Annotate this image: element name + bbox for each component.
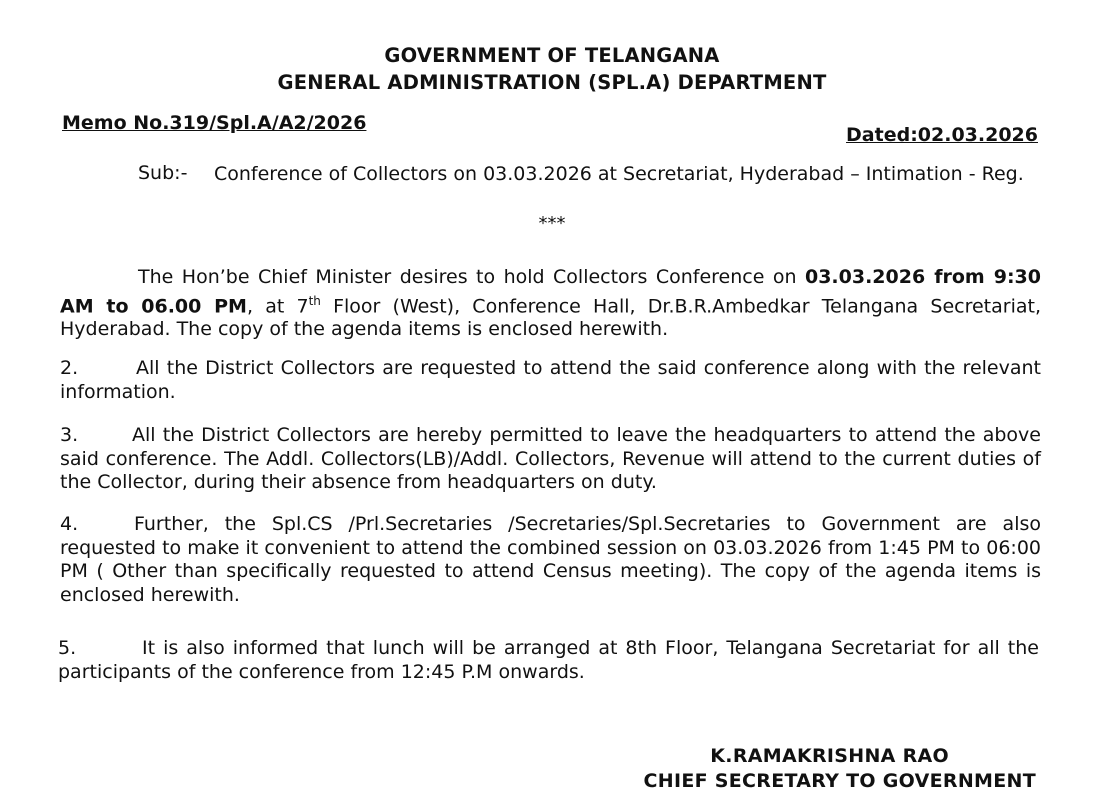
para4-number: 4. — [60, 513, 79, 535]
department-heading: GENERAL ADMINISTRATION (SPL.A) DEPARTMENT — [277, 71, 827, 94]
para4-text: Further, the Spl.CS /Prl.Secretaries /Secretaries/Spl.Secretaries to Government are also requested to make it convenient to attend the combined session on 03.03.2026 from 1:45 PM to 06:00 PM ( Other than specifically requested to attend Census meeting). The copy of the agenda items is enclosed herewith. — [60, 513, 1041, 606]
para2-number: 2. — [60, 357, 79, 379]
paragraph-1 — [60, 266, 1041, 342]
memo-number: Memo No.319/Spl.A/A2/2026 — [62, 112, 367, 134]
para1-mid: , at 7 — [246, 294, 309, 317]
memo-date: Dated:02.03.2026 — [846, 124, 1038, 146]
para2-text: All the District Collectors are requested to attend the said conference along with the relevant information. — [60, 357, 1041, 403]
para1-rest: Floor (West), Conference Hall, Dr.B.R.Ambedkar Telangana Secretariat, Hyderabad. The copy of the agenda items is enclosed herewith. — [60, 294, 1041, 341]
subject-text: Conference of Collectors on 03.03.2026 at Secretariat, Hyderabad – Intimation - Reg. — [214, 163, 1024, 185]
paragraph-5 — [58, 637, 1039, 684]
para1-lead: The Hon’be Chief Minister desires to hold Collectors Conference on — [138, 266, 805, 288]
subject-label: Sub:- — [138, 162, 188, 184]
signatory-designation: CHIEF SECRETARY TO GOVERNMENT — [643, 770, 1036, 792]
para3-text: All the District Collectors are hereby permitted to leave the headquarters to attend the above said conference. The Addl. Collectors(LB)/Addl. Collectors, Revenue will attend to the current duties of the Collector, during their absence from headquarters on duty. — [60, 424, 1041, 493]
para1-sup: th — [308, 293, 321, 308]
signatory-name: K.RAMAKRISHNA RAO — [710, 745, 949, 767]
govt-heading: GOVERNMENT OF TELANGANA — [384, 44, 720, 67]
para5-number: 5. — [58, 637, 77, 659]
separator-stars: *** — [538, 213, 566, 234]
paragraph-4 — [60, 513, 1041, 607]
para5-text: It is also informed that lunch will be arranged at 8th Floor, Telangana Secretariat for all the participants of the conference from 12:45 P.M onwards. — [58, 637, 1039, 683]
para1-date-time: 03.03.2026 from 9:30 AM to 06.00 PM — [60, 266, 1041, 317]
paragraph-3 — [60, 424, 1041, 495]
para3-number: 3. — [60, 424, 79, 446]
paragraph-2 — [60, 357, 1041, 404]
